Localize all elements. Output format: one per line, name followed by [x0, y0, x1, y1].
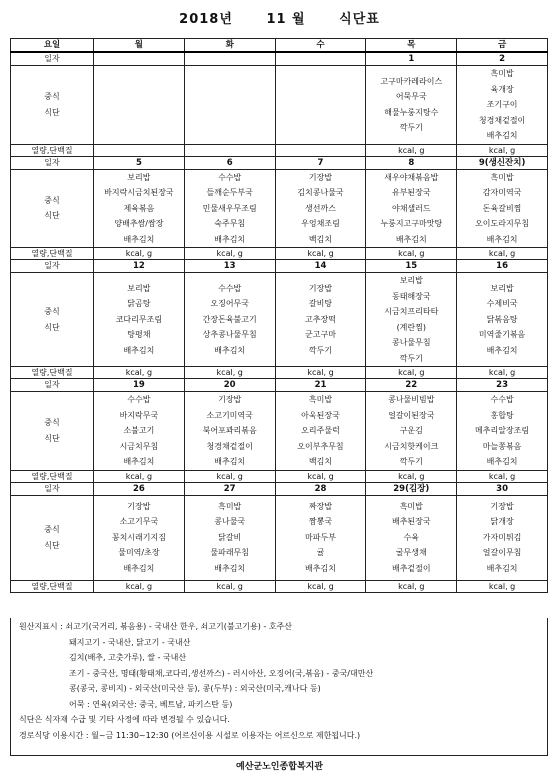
note-line: 조기 - 중국산, 명태(황태채,코다리,생선까스) - 러시아산, 오징어(국,볶음) - 중국/대만산: [69, 668, 374, 678]
dish-item: 콩나물무침: [391, 338, 431, 347]
kcal-cell: [94, 144, 185, 156]
header-day-label: 요일: [11, 39, 94, 53]
meal-label: [11, 392, 94, 471]
meal-label-line: 중식: [44, 92, 60, 102]
header-row: [11, 39, 548, 53]
dish-item: 육개장: [490, 84, 514, 94]
dish-item: 깍두기: [399, 457, 423, 466]
dish-item: 오이도라지무침: [475, 219, 530, 228]
meal-label-line: 중식: [44, 418, 60, 428]
dish-item: 시금치무침: [119, 441, 159, 451]
date-cell: 16: [457, 260, 548, 273]
dish-item: 배추김치: [486, 457, 518, 466]
kcal-cell: kcal, g: [275, 248, 366, 260]
menu-cell: [184, 169, 275, 248]
footer-organization: 예산군노인종합복지관: [236, 762, 323, 772]
dish-item: 배추김치: [395, 234, 427, 244]
kcal-label: 열량,단백질: [11, 367, 94, 379]
dish-item: 메추리알장조림: [475, 426, 530, 435]
dish-item: 귤: [316, 548, 325, 558]
menu-cell: [94, 66, 185, 145]
menu-cell: [457, 169, 548, 248]
date-cell: 26: [94, 482, 185, 495]
kcal-cell: kcal, g: [94, 367, 185, 379]
dish-item: 새우야채볶음밥: [384, 172, 439, 182]
date-cell: 23: [457, 379, 548, 392]
kcal-cell: kcal, g: [457, 367, 548, 379]
note-line: 김치(배추, 고춧가루), 쌀 - 국내산: [69, 653, 187, 662]
note-line: 어묵 : 연육(외국산: 중국, 베트남, 파키스탄 등): [69, 699, 233, 709]
date-cell: 22: [366, 379, 457, 392]
dish-item: 배추김치: [305, 563, 336, 573]
date-label: 일자: [11, 379, 94, 392]
dish-item: 꽁치시래기지짐: [111, 532, 166, 542]
dish-item: 야채샐러드: [391, 203, 431, 213]
dish-item: 우엉채조림: [301, 219, 340, 228]
dish-item: 흑미밥: [490, 172, 514, 182]
dish-item: 마늘쫑볶음: [482, 441, 522, 451]
dish-item: 얼갈이무침: [482, 548, 522, 558]
dish-item: 짜장밥: [308, 501, 333, 511]
header-fri: 금: [457, 39, 548, 53]
dish-item: 해물누룽지탕수: [384, 107, 439, 117]
dish-item: 생선까스: [305, 203, 336, 213]
dish-item: 감자미역국: [482, 188, 522, 197]
date-label: 일자: [11, 156, 94, 169]
dish-item: 흑미밥: [399, 501, 423, 511]
date-cell: 28: [275, 482, 366, 495]
dish-item: 제육볶음: [123, 203, 155, 213]
dish-item: 콩나물비빔밥: [388, 395, 435, 404]
date-cell: 21: [275, 379, 366, 392]
dish-item: 코다리무조림: [115, 314, 163, 324]
menu-cell: [94, 273, 185, 367]
dish-item: 시금치프리타타: [384, 307, 439, 316]
dish-item: 배추김치: [123, 457, 155, 466]
menu-cell: [275, 66, 366, 145]
dish-item: 보리밥: [127, 283, 151, 293]
kcal-label: 열량,단백질: [11, 470, 94, 482]
kcal-cell: kcal, g: [94, 470, 185, 482]
note-line: 콩(콩국, 콩비지) - 외국산(미국산 등), 콩(두부) : 외국산(미국,캐나다 등): [69, 684, 321, 693]
dish-item: 배추김치: [123, 563, 155, 573]
date-cell: 1: [366, 52, 457, 66]
dish-item: 흑미밥: [490, 69, 514, 78]
dish-item: 보리밥: [127, 172, 151, 182]
dish-item: 배추김치: [486, 131, 518, 140]
dish-item: 소고기미역국: [206, 410, 253, 420]
dish-item: 보리밥: [399, 276, 423, 285]
kcal-cell: kcal, g: [275, 367, 366, 379]
kcal-cell: kcal, g: [275, 580, 366, 592]
menu-cell: [184, 392, 275, 471]
date-label: 일자: [11, 52, 94, 66]
dish-item: 숙주무침: [214, 219, 246, 228]
menu-body: [11, 52, 548, 592]
dish-item: 기장밥: [127, 501, 151, 511]
kcal-label: 열량,단백질: [11, 580, 94, 592]
dish-item: 조기구이: [486, 100, 518, 109]
note-line: 원산지표시 : 쇠고기(국거리, 볶음용) - 국내산 한우, 쇠고기(불고기용) - 호주산: [19, 622, 293, 631]
header-mon: 월: [94, 39, 185, 53]
meal-label: [11, 66, 94, 145]
date-cell: 2: [457, 52, 548, 66]
kcal-cell: kcal, g: [184, 470, 275, 482]
dish-item: 기장밥: [218, 395, 242, 404]
dish-item: 배추김치: [214, 345, 246, 355]
title-month: 11 월: [266, 12, 306, 27]
menu-cell: [457, 392, 548, 471]
kcal-row: [11, 470, 548, 482]
date-row: [11, 52, 548, 66]
kcal-cell: kcal, g: [366, 144, 457, 156]
date-row: [11, 260, 548, 273]
dish-item: 갈비탕: [308, 299, 333, 309]
menu-cell: [275, 273, 366, 367]
header-thu: 목: [366, 39, 457, 53]
dish-item: 오징어무국: [210, 299, 250, 309]
dish-item: 수수밥: [490, 395, 514, 404]
kcal-cell: kcal, g: [366, 248, 457, 260]
dish-item: 기장밥: [490, 501, 514, 511]
menu-cell: [275, 495, 366, 580]
date-cell: 29(김장): [366, 482, 457, 495]
dish-item: 홍합탕: [490, 410, 514, 420]
dish-item: 상추콩나물무침: [202, 330, 257, 340]
title-year: 2018년: [179, 12, 233, 27]
kcal-row: [11, 144, 548, 156]
kcal-cell: kcal, g: [366, 580, 457, 592]
menu-row: [11, 392, 548, 471]
menu-cell: [366, 66, 457, 145]
meal-label-line: 중식: [44, 307, 60, 316]
menu-row: [11, 169, 548, 248]
menu-cell: [366, 495, 457, 580]
dish-item: 오이부추무침: [297, 441, 344, 451]
meal-label-line: 식단: [44, 211, 60, 221]
date-cell: 12: [94, 260, 185, 273]
dish-item: 오리주물럭: [301, 426, 340, 435]
header-tue: 화: [184, 39, 275, 53]
dish-item: 아욱된장국: [301, 410, 340, 420]
dish-item: 청경채겉절이: [478, 115, 526, 125]
dish-item: 백김치: [308, 457, 333, 466]
dish-item: 수수밥: [127, 395, 151, 404]
kcal-cell: [275, 144, 366, 156]
kcal-cell: kcal, g: [457, 470, 548, 482]
date-cell: 13: [184, 260, 275, 273]
date-label: 일자: [11, 482, 94, 495]
dish-item: 양배추쌈/쌈장: [114, 219, 164, 228]
menu-table: [10, 38, 548, 593]
dish-item: 얼갈이된장국: [388, 410, 435, 420]
date-cell: 20: [184, 379, 275, 392]
dish-item: 수수밥: [218, 283, 242, 293]
meal-label-line: 식단: [44, 433, 60, 443]
notes-box: [10, 618, 548, 756]
menu-cell: [366, 169, 457, 248]
date-cell: [275, 52, 366, 66]
header-wed: 수: [275, 39, 366, 53]
menu-cell: [275, 392, 366, 471]
dish-item: 마파두부: [305, 532, 336, 542]
date-cell: 19: [94, 379, 185, 392]
dish-item: 김치콩나물국: [297, 188, 344, 197]
kcal-cell: kcal, g: [184, 248, 275, 260]
kcal-cell: kcal, g: [366, 367, 457, 379]
dish-item: 백김치: [308, 234, 333, 244]
kcal-cell: kcal, g: [184, 580, 275, 592]
dish-item: 기장밥: [308, 283, 333, 293]
dish-item: 배추된장국: [391, 517, 431, 527]
meal-label: [11, 169, 94, 248]
menu-row: [11, 495, 548, 580]
dish-item: 수제비국: [486, 299, 518, 309]
dish-item: 닭볶음탕: [486, 314, 518, 324]
dish-item: 북어포꽈리볶음: [202, 426, 257, 435]
date-cell: [184, 52, 275, 66]
dish-item: 깍두기: [308, 345, 333, 355]
meal-label: [11, 273, 94, 367]
dish-item: 탕평채: [127, 330, 151, 340]
kcal-label: 열량,단백질: [11, 144, 94, 156]
dish-item: 물파래무침: [210, 548, 250, 558]
dish-item: 흑미밥: [218, 501, 242, 511]
dish-item: 누룽지고구마맛탕: [380, 219, 443, 228]
dish-item: 닭개장: [490, 517, 514, 527]
dish-item: 가자미튀김: [482, 532, 522, 542]
note-line: 경로식당 이용시간 : 월~금 11:30~12:30 (어르신이용 시설로 이용자는 어르신으로 제한됩니다.): [19, 730, 361, 740]
meal-label-line: 중식: [44, 525, 60, 534]
meal-label-line: 중식: [44, 195, 60, 205]
kcal-row: [11, 367, 548, 379]
dish-item: 미역줄기볶음: [478, 330, 526, 340]
dish-item: 시금치핫케이크: [384, 441, 439, 451]
dish-item: 배추김치: [123, 234, 155, 244]
date-cell: 8: [366, 156, 457, 169]
date-row: [11, 156, 548, 169]
meal-label-line: 식단: [44, 107, 60, 117]
dish-item: 유부된장국: [391, 188, 431, 197]
dish-item: 배추김치: [214, 234, 246, 244]
dish-item: 민물새우무조림: [202, 203, 257, 213]
kcal-cell: kcal, g: [457, 248, 548, 260]
dish-item: 간장돈육불고기: [202, 314, 257, 324]
date-cell: 5: [94, 156, 185, 169]
date-row: [11, 482, 548, 495]
dish-item: 흑미밥: [308, 395, 333, 404]
dish-item: 청경채겉절이: [206, 441, 253, 451]
dish-item: 바지락시금치된장국: [104, 188, 174, 197]
page-title: [0, 8, 559, 27]
date-cell: 15: [366, 260, 457, 273]
date-cell: 9(생신잔치): [457, 156, 548, 169]
dish-item: 어묵무국: [395, 92, 427, 102]
date-cell: 30: [457, 482, 548, 495]
kcal-row: [11, 580, 548, 592]
kcal-cell: kcal, g: [94, 248, 185, 260]
dish-item: 들깨순두부국: [206, 188, 253, 197]
kcal-cell: kcal, g: [94, 580, 185, 592]
menu-cell: [366, 392, 457, 471]
kcal-cell: kcal, g: [275, 470, 366, 482]
dish-item: 배추겉절이: [391, 563, 431, 573]
menu-cell: [184, 273, 275, 367]
meal-label-line: 식단: [44, 322, 60, 332]
date-label: 일자: [11, 260, 94, 273]
dish-item: 돈육갈비찜: [482, 203, 522, 213]
dish-item: 배추김치: [214, 563, 246, 573]
dish-item: 수육: [403, 532, 420, 542]
dish-item: 배추김치: [123, 345, 155, 355]
dish-item: 소불고기: [123, 426, 155, 435]
menu-cell: [457, 66, 548, 145]
note-line: 식단은 식자재 수급 및 기타 사정에 따라 변경될 수 있습니다.: [19, 715, 230, 724]
note-line: 돼지고기 - 국내산, 닭고기 - 국내산: [69, 637, 191, 647]
dish-item: 수수밥: [218, 172, 242, 182]
dish-item: 바지락무국: [119, 410, 159, 420]
dish-item: 고구마카레라이스: [380, 76, 443, 86]
menu-cell: [184, 495, 275, 580]
date-cell: 14: [275, 260, 366, 273]
menu-cell: [184, 66, 275, 145]
dish-item: 깍두기: [399, 123, 423, 133]
dish-item: 보리밥: [490, 283, 514, 293]
kcal-cell: kcal, g: [366, 470, 457, 482]
dish-item: 닭갈비: [218, 532, 242, 542]
menu-cell: [275, 169, 366, 248]
kcal-cell: kcal, g: [457, 580, 548, 592]
dish-item: 짬뽕국: [308, 517, 333, 527]
dish-item: 물미역/초장: [118, 548, 160, 558]
dish-item: 기장밥: [308, 172, 333, 182]
date-cell: 7: [275, 156, 366, 169]
menu-row: [11, 273, 548, 367]
dish-item: 군고구마: [305, 330, 336, 340]
date-cell: 6: [184, 156, 275, 169]
kcal-cell: kcal, g: [457, 144, 548, 156]
menu-cell: [94, 169, 185, 248]
title-name: 식단표: [339, 12, 380, 27]
dish-item: (계란찜): [396, 322, 426, 332]
date-cell: [94, 52, 185, 66]
dish-item: 닭곰탕: [127, 299, 151, 309]
dish-item: 굴무생채: [395, 548, 427, 558]
date-row: [11, 379, 548, 392]
dish-item: 배추김치: [486, 345, 518, 355]
date-cell: 27: [184, 482, 275, 495]
dish-item: 소고기무국: [119, 517, 159, 527]
dish-item: 깍두기: [399, 353, 423, 363]
dish-item: 배추김치: [486, 234, 518, 244]
meal-label-line: 식단: [44, 540, 60, 550]
dish-item: 동태해장국: [391, 291, 431, 301]
dish-item: 배추김치: [486, 563, 518, 573]
meal-label: [11, 495, 94, 580]
menu-cell: [94, 495, 185, 580]
kcal-cell: kcal, g: [184, 367, 275, 379]
dish-item: 구운김: [399, 426, 423, 435]
dish-item: 고추장떡: [305, 314, 336, 324]
dish-item: 콩나물국: [214, 517, 246, 527]
menu-cell: [457, 495, 548, 580]
menu-cell: [457, 273, 548, 367]
menu-cell: [94, 392, 185, 471]
kcal-label: 열량,단백질: [11, 248, 94, 260]
menu-cell: [366, 273, 457, 367]
dish-item: 배추김치: [214, 457, 246, 466]
kcal-cell: [184, 144, 275, 156]
menu-row: [11, 66, 548, 145]
kcal-row: [11, 248, 548, 260]
